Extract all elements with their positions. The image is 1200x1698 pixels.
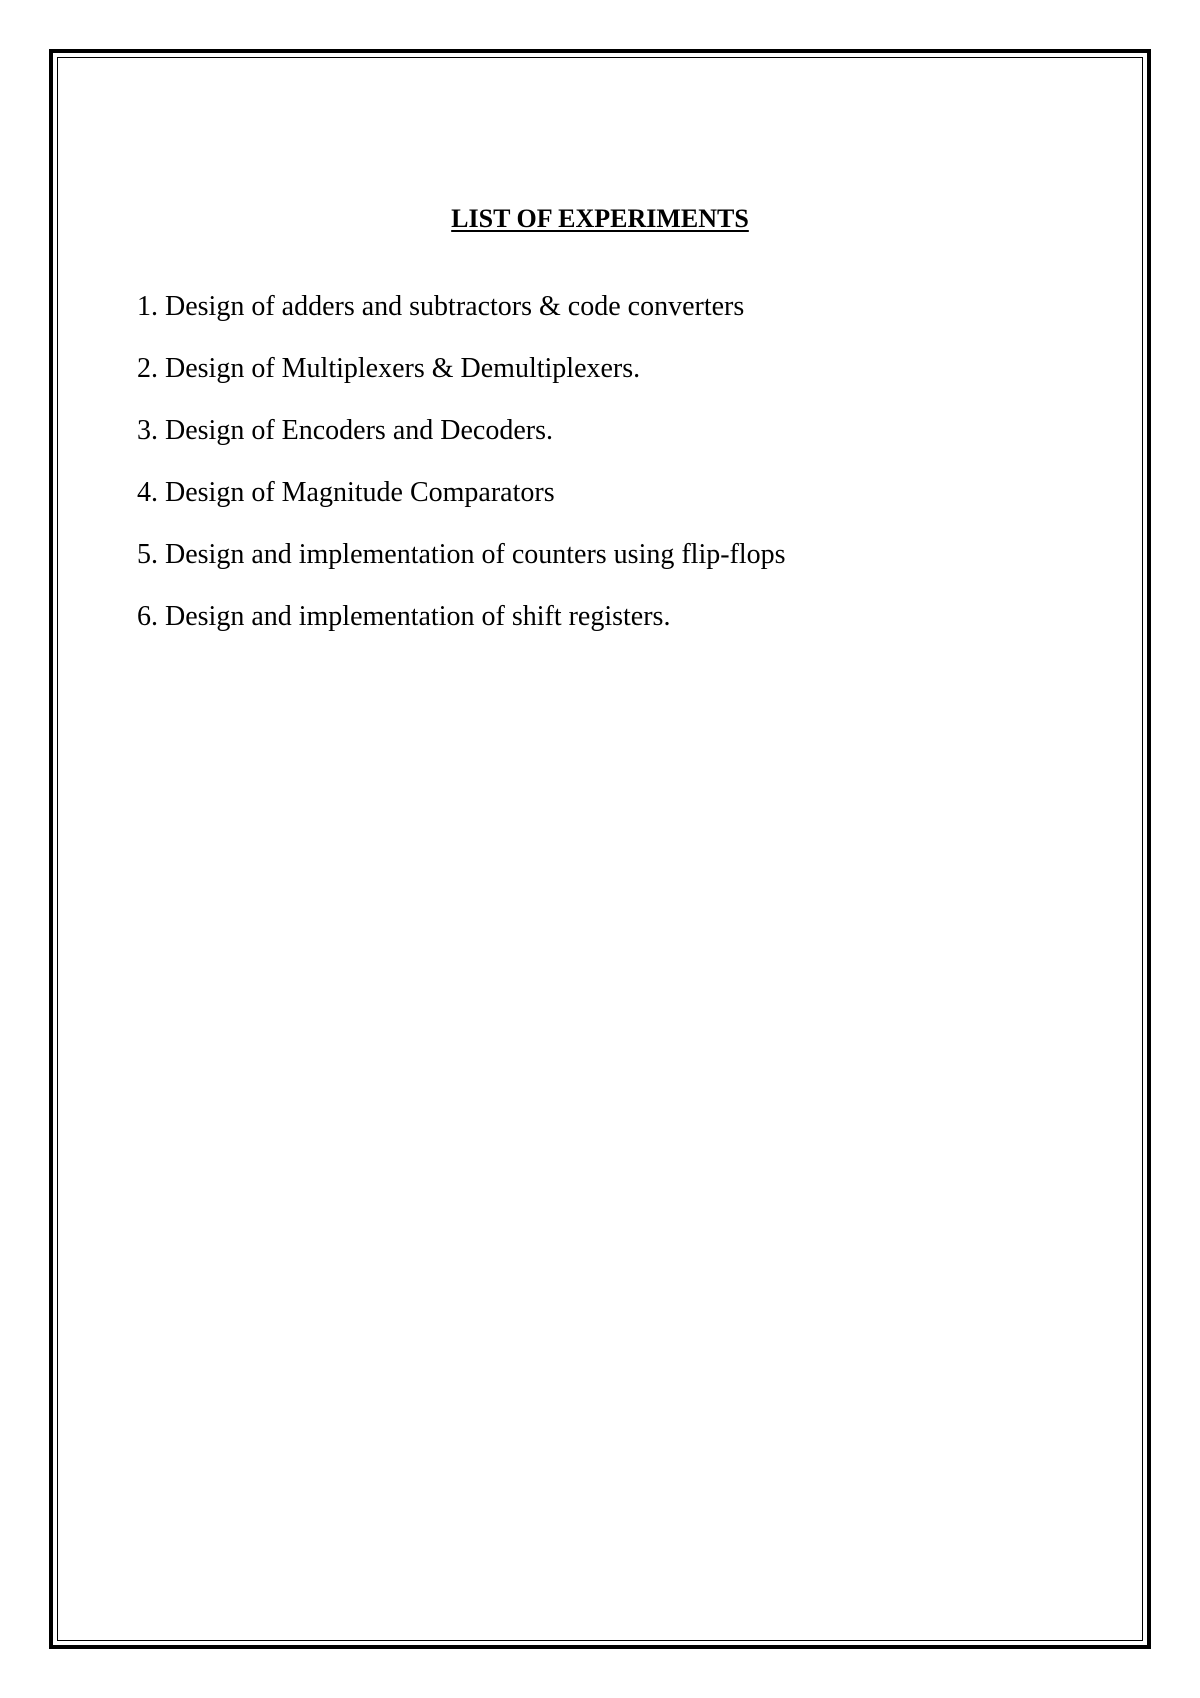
page-border [49,49,1151,1649]
experiment-item-4: 4. Design of Magnitude Comparators [137,477,555,508]
experiment-list [137,290,786,662]
experiment-item-3: 3. Design of Encoders and Decoders. [137,415,553,446]
experiment-item-5: 5. Design and implementation of counters using flip-flops [137,539,786,570]
experiment-item-6: 6. Design and implementation of shift registers. [137,601,671,632]
page-title: LIST OF EXPERIMENTS [451,204,749,233]
experiment-item-1: 1. Design of adders and subtractors & code converters [137,291,745,322]
experiment-item-2: 2. Design of Multiplexers & Demultiplexers. [137,353,641,384]
